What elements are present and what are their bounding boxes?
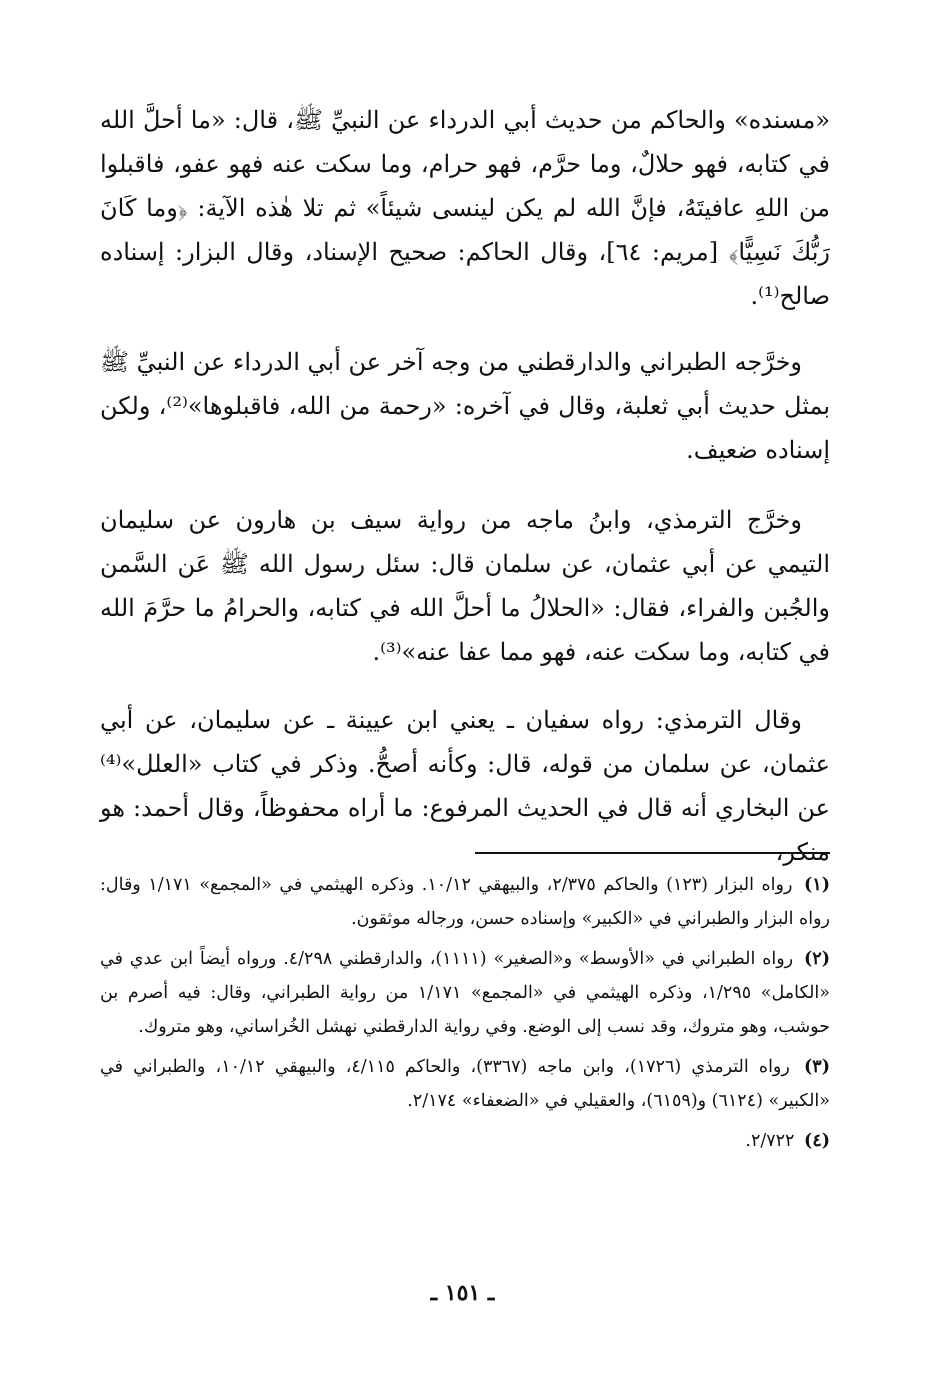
- paragraph: وخرَّجه الطبراني والدارقطني من وجه آخر عن أبي الدرداء عن النبيِّ ﷺ بمثل حديث أبي ثعلبة، وقال في آخره: «رحمة من الله، فاقبلوها»⁽²⁾، ولكن إسناده ضعيف.: [100, 348, 830, 464]
- footnote-divider: [475, 852, 830, 854]
- footnote-number: (٢): [804, 949, 830, 969]
- footnote-text: ٢/٧٢٢.: [745, 1131, 795, 1151]
- main-text: [100, 98, 830, 874]
- footnote-number: (٣): [804, 1057, 830, 1077]
- page-number: ـ ١٥١ ـ: [430, 1280, 495, 1306]
- footnote: [100, 1124, 830, 1158]
- footnote-text: رواه البزار (١٢٣) والحاكم ٢/٣٧٥، والبيهقي ١٠/١٢. وذكره الهيثمي في «المجمع» ١/١٧١ وقال: رواه البزار والطبراني في «الكبير» وإسناده حسن، ورجاله موثقون.: [100, 875, 830, 929]
- footnote: [100, 942, 830, 1044]
- footnotes: [100, 868, 830, 1164]
- footnote: [100, 868, 830, 936]
- paragraph: «مسنده» والحاكم من حديث أبي الدرداء عن النبيِّ ﷺ، قال: «ما أحلَّ الله في كتابه، فهو حلالٌ، وما حرَّم، فهو حرام، وما سكت عنه فهو عفو، فاقبلوا من اللهِ عافيتَهُ، فإنَّ الله لم يكن لينسى شيئاً» ثم تلا هٰذه الآية: ﴿وما كَانَ رَبُّكَ نَسِيًّا﴾ [مريم: ٦٤]، وقال الحاكم: صحيح الإسناد، وقال البزار: إسناده صالح⁽¹⁾.: [100, 106, 831, 310]
- footnote-text: رواه الطبراني في «الأوسط» و«الصغير» (١١١١)، والدارقطني ٤/٢٩٨. ورواه أيضاً ابن عدي في «الكامل» ١/٢٩٥، وذكره الهيثمي في «المجمع» ١/١٧١ من رواية الطبراني، وقال: فيه أصرم بن حوشب، وهو متروك، وقد نسب إلى الوضع. وفي رواية الدارقطني نهشل الخُراساني، وهو متروك.: [100, 949, 831, 1037]
- footnote-number: (٤): [804, 1131, 830, 1151]
- paragraph: وخرَّج الترمذي، وابنُ ماجه من رواية سيف بن هارون عن سليمان التيمي عن أبي عثمان، عن سلمان قال: سئل رسول الله ﷺ عَن السَّمن والجُبن والفراء، فقال: «الحلالُ ما أحلَّ الله في كتابه، والحرامُ ما حرَّمَ الله في كتابه، وما سكت عنه، فهو مما عفا عنه»⁽³⁾.: [100, 506, 830, 666]
- footnote-text: رواه الترمذي (١٧٢٦)، وابن ماجه (٣٣٦٧)، والحاكم ٤/١١٥، والبيهقي ١٠/١٢، والطبراني في «الكبير» (٦١٢٤) و(٦١٥٩)، والعقيلي في «الضعفاء» ٢/١٧٤.: [100, 1057, 830, 1111]
- paragraph: وقال الترمذي: رواه سفيان ـ يعني ابن عيينة ـ عن سليمان، عن أبي عثمان، عن سلمان من قوله، قال: وكأنه أصحُّ. وذكر في كتاب «العلل»⁽⁴⁾ عن البخاري أنه قال في الحديث المرفوع: ما أراه محفوظاً، وقال أحمد: هو منكر،: [100, 706, 830, 866]
- footnote: [100, 1050, 830, 1118]
- footnote-number: (١): [804, 875, 830, 895]
